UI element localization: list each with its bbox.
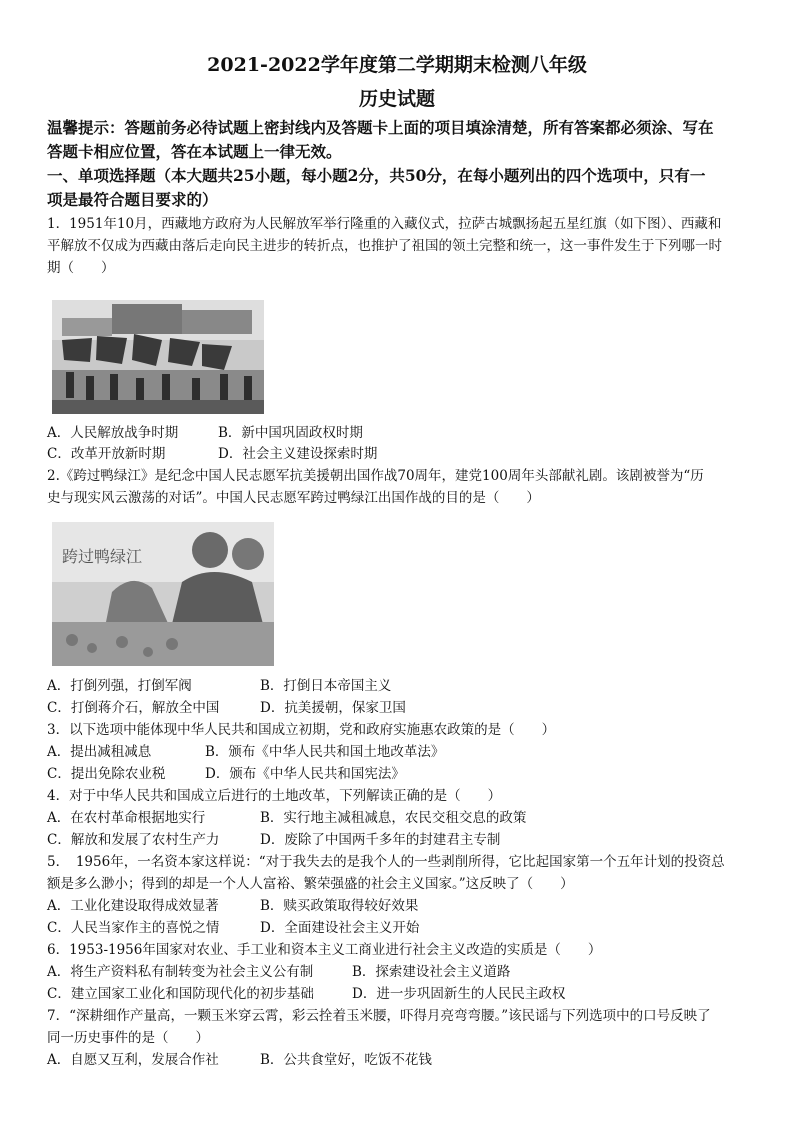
question-2-option-b: B．打倒日本帝国主义 xyxy=(260,678,392,694)
question-1-option-a: A．人民解放战争时期 xyxy=(47,425,179,441)
question-6-option-c: C．建立国家工业化和国防现代化的初步基础 xyxy=(47,986,314,1002)
section-heading-line-2: 项是最符合题目要求的） xyxy=(47,190,218,209)
notice-line-1: 温馨提示：答题前务必待试题上密封线内及答题卡上面的项目填涂清楚，所有答案都必须涂、写在 xyxy=(47,118,714,137)
question-1-line-1: 1．1951年10月，西藏地方政府为人民解放军举行隆重的入藏仪式，拉萨古城飘扬起五星红旗（如下图）、西藏和 xyxy=(47,216,722,232)
question-7-option-a: A．自愿又互利，发展合作社 xyxy=(47,1052,219,1068)
question-5-option-d: D．全面建设社会主义开始 xyxy=(260,920,420,936)
question-3-line-1: 3．以下选项中能体现中华人民共和国成立初期，党和政府实施惠农政策的是（ ） xyxy=(47,722,556,738)
question-2-option-c: C．打倒蒋介石，解放全中国 xyxy=(47,700,220,716)
question-7-line-1: 7．“深耕细作产量高，一颗玉米穿云霄，彩云拴着玉米腰，吓得月亮弯弯腰。”该民谣与下列选项中的口号反映了 xyxy=(47,1008,711,1024)
question-4-option-b: B．实行地主减租减息，农民交租交息的政策 xyxy=(260,810,527,826)
question-6-option-b: B．探索建设社会主义道路 xyxy=(352,964,511,980)
question-7-line-2: 同一历史事件的是（ ） xyxy=(47,1030,209,1046)
question-1-option-c: C．改革开放新时期 xyxy=(47,446,166,462)
question-3-option-d: D．颁布《中华人民共和国宪法》 xyxy=(205,766,405,782)
question-5-option-b: B．赎买政策取得较好效果 xyxy=(260,898,419,914)
exam-title: 2021-2022学年度第二学期期末检测八年级 xyxy=(207,54,587,76)
question-1-line-2: 平解放不仅成为西藏由落后走向民主进步的转折点，也推护了祖国的领土完整和统一，这一事件发生于下列哪一时 xyxy=(47,238,722,254)
tibet-flag-ceremony-photo xyxy=(52,300,264,414)
question-7-option-b: B．公共食堂好，吃饭不花钱 xyxy=(260,1052,432,1068)
section-heading-line-1: 一、单项选择题（本大题共25小题，每小题2分，共50分，在每小题列出的四个选项中，只有一 xyxy=(47,166,706,185)
question-4-option-a: A．在农村革命根据地实行 xyxy=(47,810,206,826)
question-6-line-1: 6．1953-1956年国家对农业、手工业和资本主义工商业进行社会主义改造的实质是（ ） xyxy=(47,942,602,958)
question-2-option-a: A．打倒列强，打倒军阀 xyxy=(47,678,192,694)
question-5-option-a: A．工业化建设取得成效显著 xyxy=(47,898,219,914)
question-4-line-1: 4．对于中华人民共和国成立后进行的土地改革，下列解读正确的是（ ） xyxy=(47,788,502,804)
svg-text:跨过鸭绿江: 跨过鸭绿江 xyxy=(62,547,143,566)
question-1-option-d: D．社会主义建设探索时期 xyxy=(218,446,378,462)
question-3-option-a: A．提出减租减息 xyxy=(47,744,152,760)
question-4-option-c: C．解放和发展了农村生产力 xyxy=(47,832,220,848)
question-1-option-b: B．新中国巩固政权时期 xyxy=(218,425,363,441)
subject-title: 历史试题 xyxy=(358,88,435,110)
question-6-option-a: A．将生产资料私有制转变为社会主义公有制 xyxy=(47,964,314,980)
question-6-option-d: D．进一步巩固新生的人民民主政权 xyxy=(352,986,566,1002)
question-2-line-1: 2.《跨过鸭绿江》是纪念中国人民志愿军抗美援朝出国作战70周年，建党100周年头部献礼剧。该剧被誉为“历 xyxy=(47,468,704,484)
question-4-option-d: D．废除了中国两千多年的封建君主专制 xyxy=(260,832,501,848)
question-5-line-2: 额是多么渺小；得到的却是一个人人富裕、繁荣强盛的社会主义国家。”这反映了（ ） xyxy=(47,876,574,892)
question-1-line-3: 期（ ） xyxy=(47,260,115,276)
question-2-option-d: D．抗美援朝，保家卫国 xyxy=(260,700,406,716)
notice-line-2: 答题卡相应位置，答在本试题上一律无效。 xyxy=(47,142,342,161)
volunteer-army-poster-photo xyxy=(52,522,274,666)
question-5-line-1: 5． 1956年，一名资本家这样说：“对于我失去的是我个人的一些剥削所得，它比起国家第一个五年计划的投资总 xyxy=(47,854,725,870)
question-5-option-c: C．人民当家作主的喜悦之情 xyxy=(47,920,220,936)
question-2-line-2: 史与现实风云激荡的对话”。中国人民志愿军跨过鸭绿江出国作战的目的是（ ） xyxy=(47,490,540,506)
question-3-option-c: C．提出免除农业税 xyxy=(47,766,166,782)
question-3-option-b: B．颁布《中华人民共和国土地改革法》 xyxy=(205,744,445,760)
